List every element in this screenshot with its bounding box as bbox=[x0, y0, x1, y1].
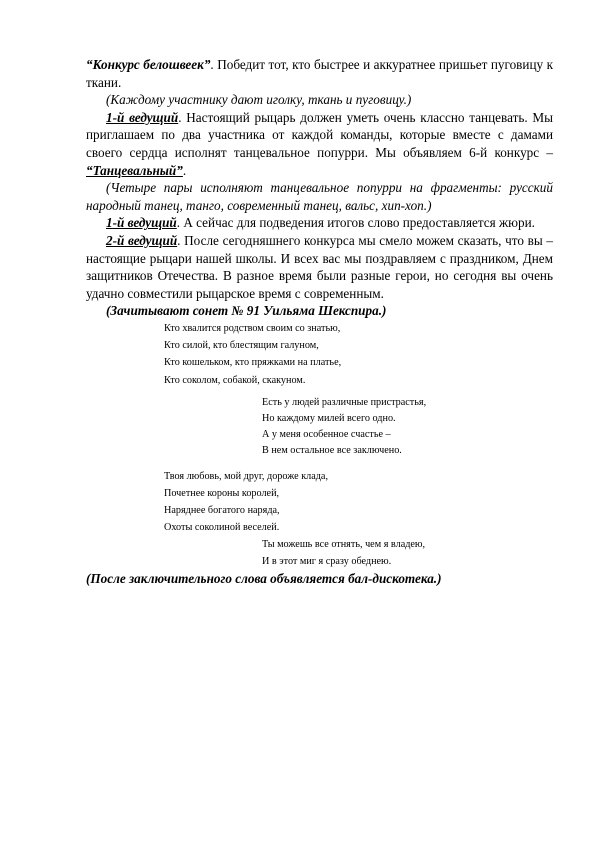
poem-line: Кто кошельком, кто пряжками на платье, bbox=[164, 357, 342, 369]
paragraph-text-end: . bbox=[182, 162, 187, 178]
poem-line: Почетнее короны королей, bbox=[164, 487, 280, 499]
paragraph-contest-sewing bbox=[86, 56, 553, 91]
poem-line: Твоя любовь, мой друг, дороже клада, bbox=[164, 470, 328, 482]
paragraph-text: . А сейчас для подведения итогов слово предоставляется жюри. bbox=[176, 215, 535, 231]
poem-line: В нем остальное все заключено. bbox=[262, 444, 402, 456]
poem-line: И в этот миг я сразу обеднею. bbox=[262, 555, 392, 567]
poem-line: Кто соколом, собакой, скакуном. bbox=[164, 374, 306, 386]
paragraph-text: . Победит тот, кто быстрее и аккуратнее пришьет пуговицу к ткани. bbox=[86, 57, 553, 90]
contest-name-sewing: “Конкурс белошвеек” bbox=[86, 57, 211, 72]
paragraph-host2-congrats bbox=[86, 232, 553, 302]
poem-stanza-3 bbox=[86, 468, 553, 537]
poem-line: Наряднее богатого наряда, bbox=[164, 505, 280, 517]
stage-direction-sonnet: (Зачитывают сонет № 91 Уильяма Шекспира.) bbox=[106, 303, 387, 319]
poem-line: Кто силой, кто блестящим галуном, bbox=[164, 340, 319, 352]
stage-direction-sewing: (Каждому участнику дают иголку, ткань и пуговицу.) bbox=[106, 92, 412, 108]
stage-direction-closing: (После заключительного слова объявляется бал-дискотека.) bbox=[86, 570, 442, 586]
poem-line: Есть у людей различные пристрастья, bbox=[262, 396, 427, 408]
poem-line: Охоты соколиной веселей. bbox=[164, 522, 280, 534]
paragraph-text: . Настоящий рыцарь должен уметь очень классно танцевать. Мы приглашаем по два участника от каждой команды, которые вместе с дамами своего сердца исполнят танцевальное попурри. Мы объявляем 6-й конкурс – bbox=[86, 109, 554, 160]
speaker-label: 1-й ведущий bbox=[106, 109, 179, 125]
paragraph-host1-jury bbox=[86, 214, 553, 232]
poem-stanza-4 bbox=[86, 536, 553, 570]
document-body bbox=[86, 56, 553, 588]
speaker-label: 2-й ведущий bbox=[106, 232, 178, 248]
paragraph-host1-dance bbox=[86, 109, 553, 179]
speaker-label: 1-й ведущий bbox=[106, 215, 177, 231]
poem-line: Кто хвалится родством своим со знатью, bbox=[164, 322, 341, 334]
poem-line: Но каждому милей всего одно. bbox=[262, 412, 396, 424]
contest-name-dance: “Танцевальный” bbox=[86, 162, 183, 178]
poem-line: Ты можешь все отнять, чем я владею, bbox=[262, 538, 426, 550]
poem-line: А у меня особенное счастье – bbox=[262, 428, 391, 440]
poem-stanza-1 bbox=[86, 320, 553, 389]
paragraph-text: . После сегодняшнего конкурса мы смело можем сказать, что вы – настоящие рыцари нашей школы. И всех вас мы поздравляем с праздником, Днем защитников Отечества. В разное время были разные герои, но сегодня вы очень удачно совместили рыцарское время с современным. bbox=[86, 232, 553, 301]
poem-stanza-2 bbox=[86, 395, 553, 459]
stage-direction-dance: (Четыре пары исполняют танцевальное попурри на фрагменты: русский народный танец, танго, современный танец, вальс, хип-хоп.) bbox=[86, 180, 553, 213]
